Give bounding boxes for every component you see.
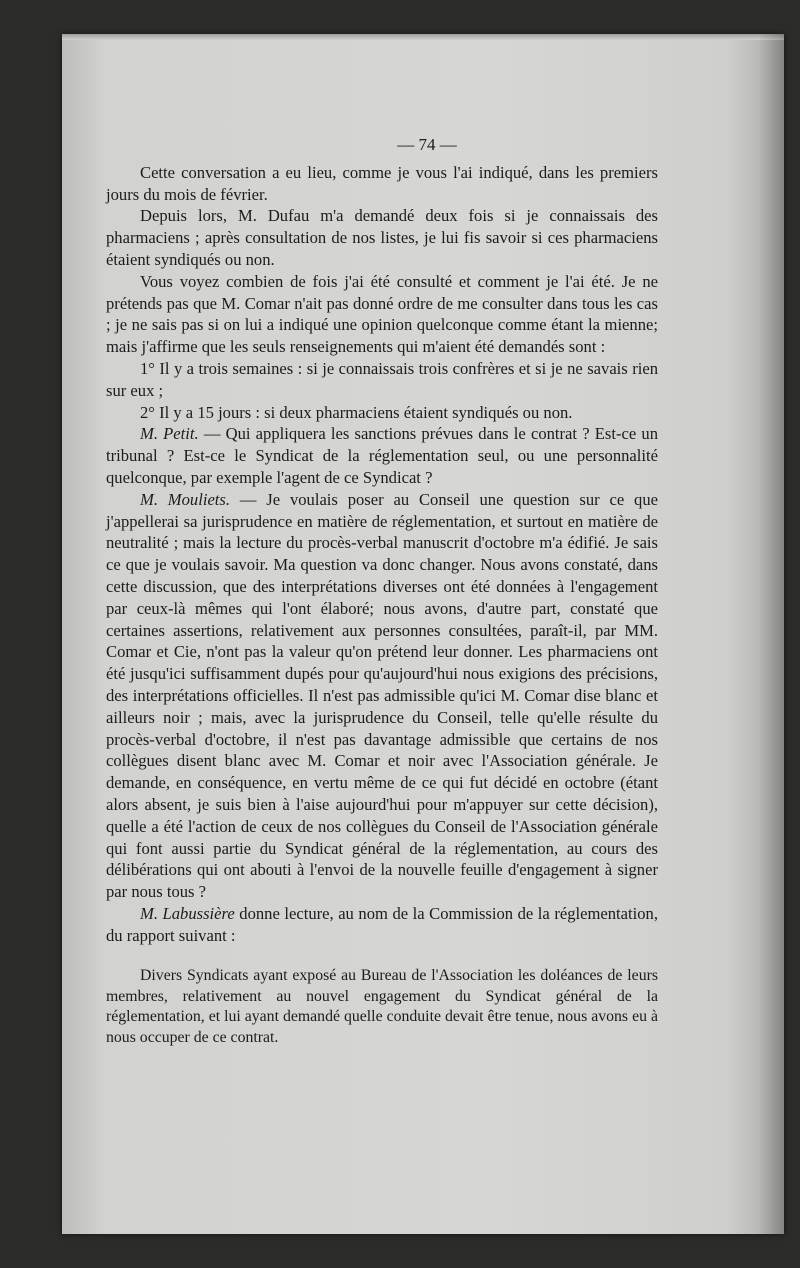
paragraph-2 [106, 205, 658, 270]
paragraph-3 [106, 271, 658, 358]
paragraph-text: Vous voyez combien de fois j'ai été consulté et comment je l'ai été. Je ne prétends pas que M. Comar n'ait pas donné ordre de me consulter dans tous les cas ; je ne sais pas si on lui a indiqué une opinion quelconque comme étant la mienne; mais j'affirme que les seuls renseignements qui m'aient été demandés sont : [106, 271, 658, 357]
speaker-name: M. Labussière [140, 903, 235, 923]
page-number: — 74 — [397, 135, 457, 154]
paragraph-8 [106, 903, 658, 947]
paragraph-4 [106, 358, 658, 402]
paragraph-7 [106, 489, 658, 903]
paragraph-text: donne lecture, au nom de la Commission de la réglementation, du rapport suivant : [106, 903, 658, 945]
page-top-edge [62, 34, 784, 40]
binding-shadow [758, 34, 784, 1234]
paragraph-1 [106, 162, 658, 206]
paragraph-text: 2° Il y a 15 jours : si deux pharmaciens étaient syndiqués ou non. [140, 402, 573, 422]
paragraph-6 [106, 423, 658, 488]
paragraph-text: Cette conversation a eu lieu, comme je vous l'ai indiqué, dans les premiers jours du mois de février. [106, 162, 658, 204]
report-paragraph: Divers Syndicats ayant exposé au Bureau de l'Association les doléances de leurs membres, relativement au nouvel engagement du Syndicat général de la réglementation, et lui ayant demandé quelle conduite devait être tenue, nous avons eu à nous occuper de ce contrat. [106, 967, 658, 1046]
paragraph-text: — Je voulais poser au Conseil une question sur ce que j'appellerai sa jurisprudence en matière de réglementation, et surtout en matière de neutralité ; mais la lecture du procès-verbal manuscrit d'octobre m'a édifié. Je sais ce que je voulais savoir. Ma question va donc changer. Nous avons constaté, dans cette discussion, que des interprétations diverses ont été données à l'engagement par ceux-là mêmes qui l'ont élaboré; nous avons, d'autre part, constaté que certaines assertions, relativement aux personnes consultées, paraît-il, par MM. Comar et Cie, n'ont pas la valeur qu'on prétend leur donner. Les pharmaciens ont été jusqu'ici suffisamment dupés pour qu'aujourd'hui nous exigions des précisions, des interprétations officielles. Il n'est pas admissible qu'ici M. Comar dise blanc et ailleurs noir ; mais, avec la jurisprudence du Conseil, telle qu'elle résulte du procès-verbal d'octobre, il n'est pas davantage admissible que certains de nos collègues disent blanc avec M. Comar et noir avec l'Association générale. Je demande, en conséquence, en vertu même de ce qui fut décidé en octobre (étant alors absent, je suis bien à l'aise aujourd'hui pour m'appuyer sur cette décision), quelle a été l'action de ceux de nos collègues du Conseil de l'Association générale qui font aussi partie du Syndicat général de la réglementation, au cours des délibérations qui ont abouti à l'envoi de la nouvelle feuille d'engagement à signer par nous tous ? [106, 489, 659, 902]
paragraph-text: — Qui appliquera les sanctions prévues dans le contrat ? Est-ce un tribunal ? Est-ce le Syndicat de la réglementation seul, ou une personnalité quelconque, par exemple l'agent de ce Syndicat ? [106, 424, 658, 487]
page-text-block [106, 134, 658, 1048]
paragraph-text: 1° Il y a trois semaines : si je connaissais trois confrères et si je ne savais rien sur eux ; [106, 358, 658, 400]
paragraph-text: Depuis lors, M. Dufau m'a demandé deux fois si je connaissais des pharmaciens ; après consultation de nos listes, je lui fis savoir si ces pharmaciens étaient syndiqués ou non. [106, 206, 658, 269]
speaker-name: M. Mouliets. [140, 489, 231, 509]
speaker-name: M. Petit. [140, 424, 199, 444]
paragraph-5 [106, 402, 658, 424]
